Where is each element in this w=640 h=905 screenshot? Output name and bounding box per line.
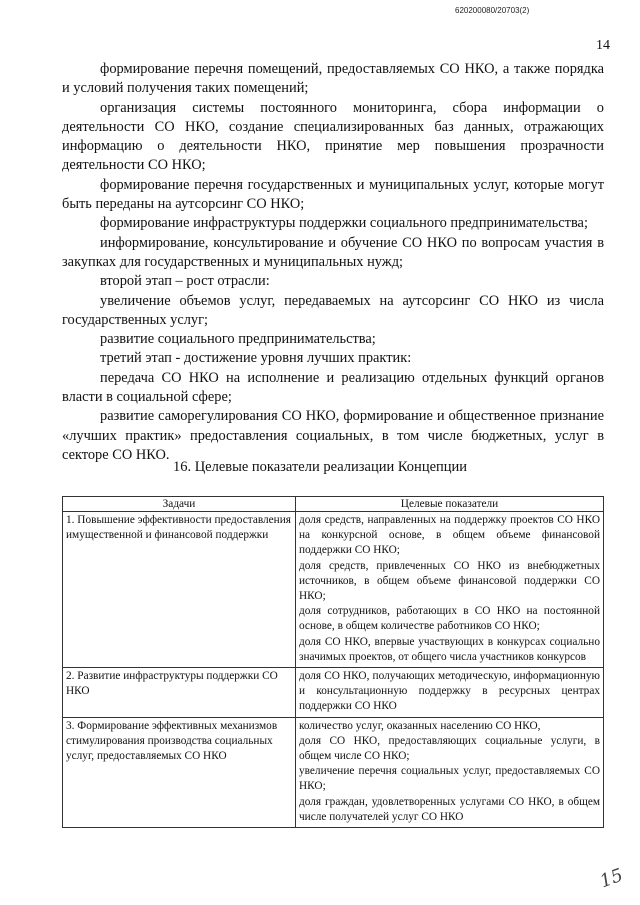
paragraph: формирование перечня помещений, предоставляемых СО НКО, а также порядка и условий получения таких помещений; — [62, 61, 604, 97]
indicator-item: доля граждан, удовлетворенных услугами СО НКО, в общем числе получателей услуг СО НКО — [299, 795, 600, 823]
document-code: 620200080/20703(2) — [455, 6, 530, 15]
column-header-indicators: Целевые показатели — [296, 497, 604, 512]
indicator-item: доля СО НКО, предоставляющих социальные услуги, в общем числе СО НКО; — [299, 734, 600, 763]
indicators-cell — [296, 512, 604, 668]
column-header-tasks: Задачи — [63, 497, 296, 512]
paragraph: формирование инфраструктуры поддержки социального предпринимательства; — [100, 215, 588, 232]
indicator-item: увеличение перечня социальных услуг, предоставляемых СО НКО; — [299, 765, 600, 793]
targets-table — [62, 496, 604, 828]
paragraph: информирование, консультирование и обучение СО НКО по вопросам участия в закупках для государственных и муниципальных нужд; — [62, 234, 604, 270]
task-cell: 1. Повышение эффективности предоставления имущественной и финансовой поддержки — [63, 512, 296, 668]
indicator-item: доля сотрудников, работающих в СО НКО на постоянной основе, в общем количестве работников СО НКО; — [299, 605, 600, 633]
handwritten-page-mark: 15 — [597, 864, 626, 893]
paragraph: организация системы постоянного мониторинга, сбора информации о деятельности СО НКО, создание специализированных баз данных, отражающих информацию о деятельности НКО, принятие мер повышения прозрачности деятельности СО НКО; — [62, 99, 604, 174]
indicator-item: доля СО НКО, впервые участвующих в конкурсах социально значимых проектов, от общего числа участников конкурсов — [299, 635, 600, 663]
paragraph: второй этап – рост отрасли: — [100, 273, 270, 290]
table-row — [63, 668, 604, 718]
paragraph: развитие саморегулирования СО НКО, формирование и общественное признание «лучших практик» предоставления социальных, в том числе бюджетных, услуг в секторе СО НКО. — [62, 408, 604, 463]
page-number: 14 — [596, 38, 610, 53]
task-cell: 3. Формирование эффективных механизмов стимулирования производства социальных услуг, предоставляемых СО НКО — [63, 717, 296, 827]
indicators-cell — [296, 668, 604, 718]
indicator-item: доля средств, привлеченных СО НКО из внебюджетных источников, в общем объеме финансовой поддержки СО НКО; — [299, 559, 600, 603]
table-header-row — [63, 497, 604, 512]
body-text — [62, 60, 604, 465]
indicator-item: доля СО НКО, получающих методическую, информационную и консультационную поддержку в ресурсных центрах поддержки СО НКО — [299, 670, 600, 713]
paragraph: третий этап - достижение уровня лучших практик: — [100, 350, 412, 367]
task-cell: 2. Развитие инфраструктуры поддержки СО НКО — [63, 668, 296, 718]
paragraph: передача СО НКО на исполнение и реализацию отдельных функций органов власти в социальной сфере; — [62, 369, 604, 406]
indicators-cell — [296, 717, 604, 827]
paragraph: развитие социального предпринимательства; — [100, 331, 376, 348]
section-heading: 16. Целевые показатели реализации Концепции — [172, 459, 468, 475]
paragraph: увеличение объемов услуг, передаваемых на аутсорсинг СО НКО из числа государственных услуг; — [62, 292, 604, 328]
indicator-item: количество услуг, оказанных населению СО НКО, — [299, 719, 541, 732]
table-row — [63, 717, 604, 827]
table-row — [63, 512, 604, 668]
paragraph: формирование перечня государственных и муниципальных услуг, которые могут быть переданы на аутсорсинг СО НКО; — [62, 176, 604, 213]
indicator-item: доля средств, направленных на поддержку проектов СО НКО на конкурсной основе, в общем объеме финансовой поддержки СО НКО; — [299, 514, 600, 557]
